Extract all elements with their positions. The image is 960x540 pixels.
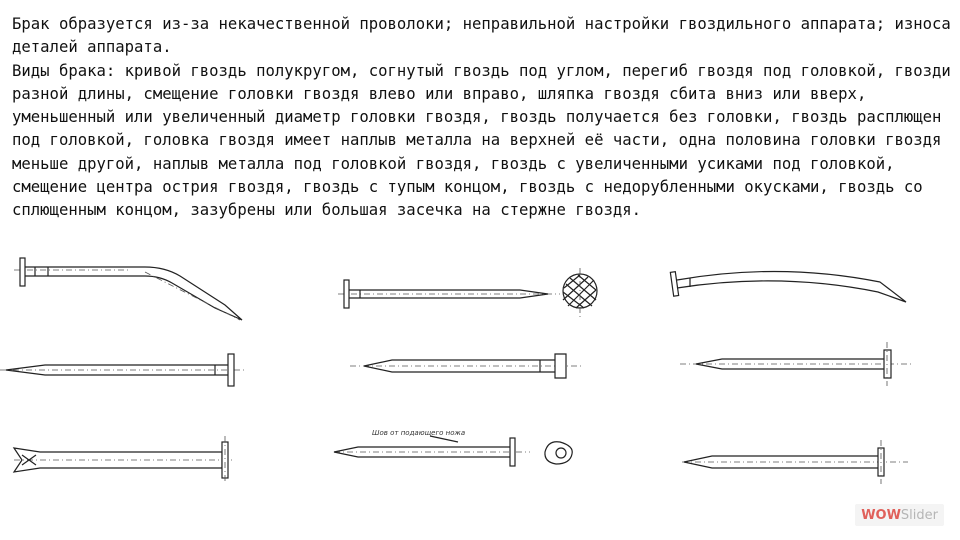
nail-point-left-2 — [350, 354, 582, 378]
nail-split-point — [14, 436, 235, 484]
paragraph-defect-types: Виды брака: кривой гвоздь полукругом, согнутый гвоздь под углом, перегиб гвоздя под головкой, гвозди разной длины, смещение головки гвоздя влево или вправо, шляпка гвоздя сбита вниз или вверх, уменьшенный или увеличенный диаметр головки гвоздя, гвоздь получается без головки, гвоздь расплющен под головкой, головка гвоздя имеет наплыв металла на верхней её части, одна половина головки гвоздя меньше другой, наплыв металла под головкой гвоздя, гвоздь с увеличенными усиками под головкой, смещение центра острия гвоздя, гвоздь с тупым концом, гвоздь с недорубленными окусками, гвоздь со сплющенным концом, зазубрены или большая засечка на стержне гвоздя. — [12, 61, 951, 220]
nail-seam-callout — [334, 429, 572, 466]
nail-point-left-3 — [680, 342, 912, 386]
drawings-svg — [0, 250, 960, 500]
watermark-part-b: Slider — [900, 507, 938, 523]
paragraph-causes: Брак образуется из-за некачественной проволоки; неправильной настройки гвоздильного аппарата; износа деталей аппарата. — [12, 15, 951, 57]
nail-bent-angle — [14, 258, 242, 320]
nail-blunt-end — [682, 440, 908, 484]
nail-semicircle — [670, 271, 906, 302]
text-block — [12, 13, 952, 223]
watermark-part-a: WOW — [861, 507, 901, 523]
nail-point-left-1 — [0, 354, 245, 386]
nail-head-view — [338, 268, 597, 318]
wowslider-watermark — [855, 504, 944, 526]
nail-defect-drawings — [0, 250, 960, 500]
callout-label: Шов от подающего ножа — [372, 429, 466, 437]
